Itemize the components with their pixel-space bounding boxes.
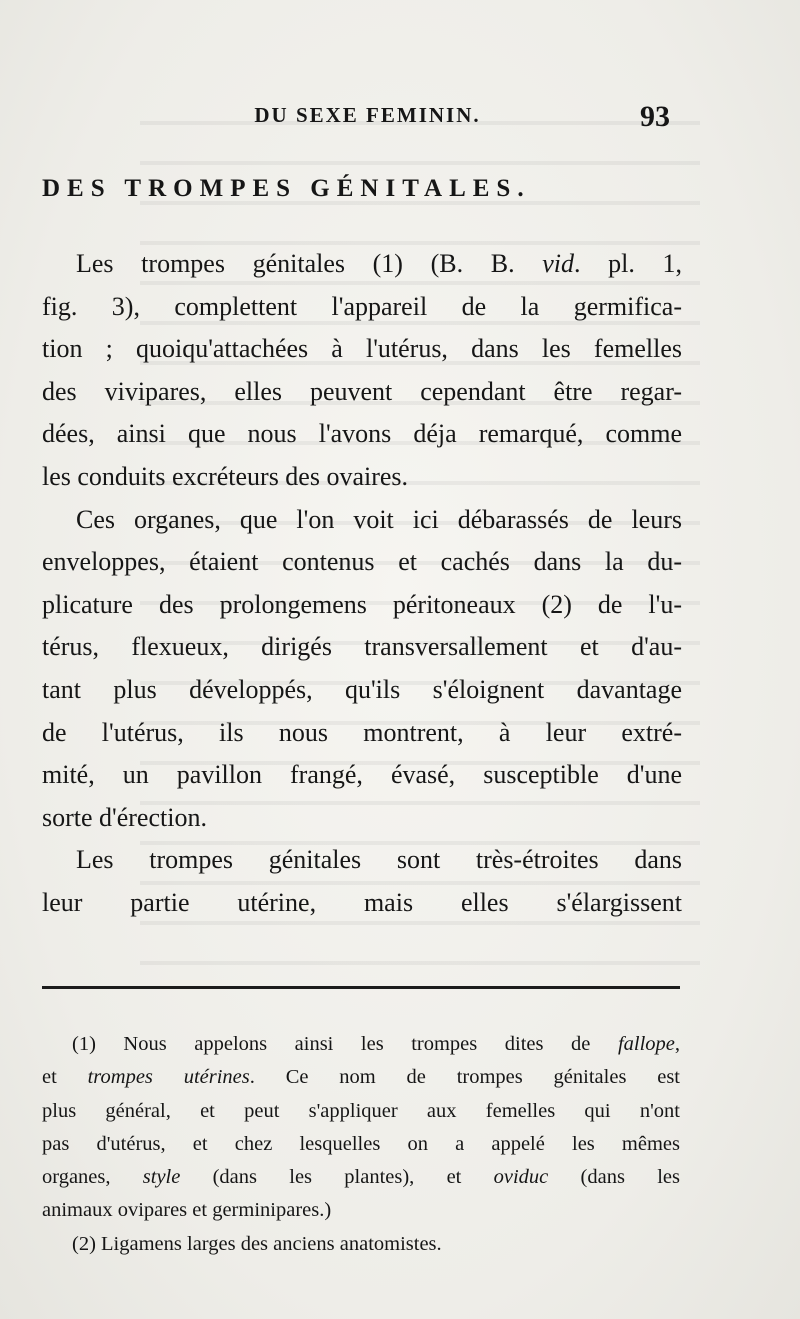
running-head: DU SEXE FEMININ.: [254, 103, 481, 127]
footnote-line: et trompes utérines. Ce nom de trompes génitales est: [42, 1066, 680, 1089]
footnote-line: (1) Nous appelons ainsi les trompes dites de fallope,: [72, 1033, 680, 1055]
text-line: leur partie utérine, mais elles s'élargissent: [42, 887, 682, 917]
footnote-line: animaux ovipares et germinipares.): [42, 1199, 332, 1222]
text-line: enveloppes, étaient contenus et cachés dans la du-: [42, 547, 682, 577]
text-line: les conduits excréteurs des ovaires.: [42, 461, 409, 491]
paragraph-2: [42, 499, 682, 840]
paragraph-1: [42, 243, 682, 499]
text-line: de l'utérus, ils nous montrent, à leur extré-: [42, 717, 682, 747]
footnote-1: [42, 1028, 680, 1228]
text-line: Les trompes génitales (1) (B. B. vid. pl. 1,: [76, 249, 682, 278]
text-line: Ces organes, que l'on voit ici débarassés de leurs: [76, 504, 682, 534]
footnote-line: pas d'utérus, et chez lesquelles on a appelé les mêmes: [42, 1132, 680, 1155]
footnote-2: [42, 1228, 680, 1261]
text-line: tant plus développés, qu'ils s'éloignent davantage: [42, 674, 682, 704]
text-line: térus, flexueux, dirigés transversallement et d'au-: [42, 632, 682, 662]
footnote-line: organes, style (dans les plantes), et oviduc (dans les: [42, 1166, 680, 1189]
text-line: sorte d'érection.: [42, 802, 207, 832]
text-line: Les trompes génitales sont très-étroites dans: [76, 845, 682, 875]
text-line: plicature des prolongemens péritoneaux (2) de l'u-: [42, 589, 682, 619]
body-text: [42, 243, 682, 925]
text-line: tion ; quoiqu'attachées à l'utérus, dans les femelles: [42, 334, 682, 364]
page-number: 93: [640, 100, 670, 133]
footnote-line: plus général, et peut s'appliquer aux femelles qui n'ont: [42, 1099, 680, 1122]
text-line: mité, un pavillon frangé, évasé, susceptible d'une: [42, 760, 682, 790]
paragraph-3: [42, 839, 682, 924]
text-line: fig. 3), complettent l'appareil de la germifica-: [42, 291, 682, 321]
footnote-divider: [42, 986, 680, 989]
text-line: des vivipares, elles peuvent cependant être regar-: [42, 376, 682, 406]
footnote-line: (2) Ligamens larges des anciens anatomistes.: [72, 1232, 442, 1255]
text-line: dées, ainsi que nous l'avons déja remarqué, comme: [42, 419, 682, 449]
section-heading: DES TROMPES GÉNITALES.: [42, 175, 531, 202]
footnotes: [42, 1028, 680, 1261]
